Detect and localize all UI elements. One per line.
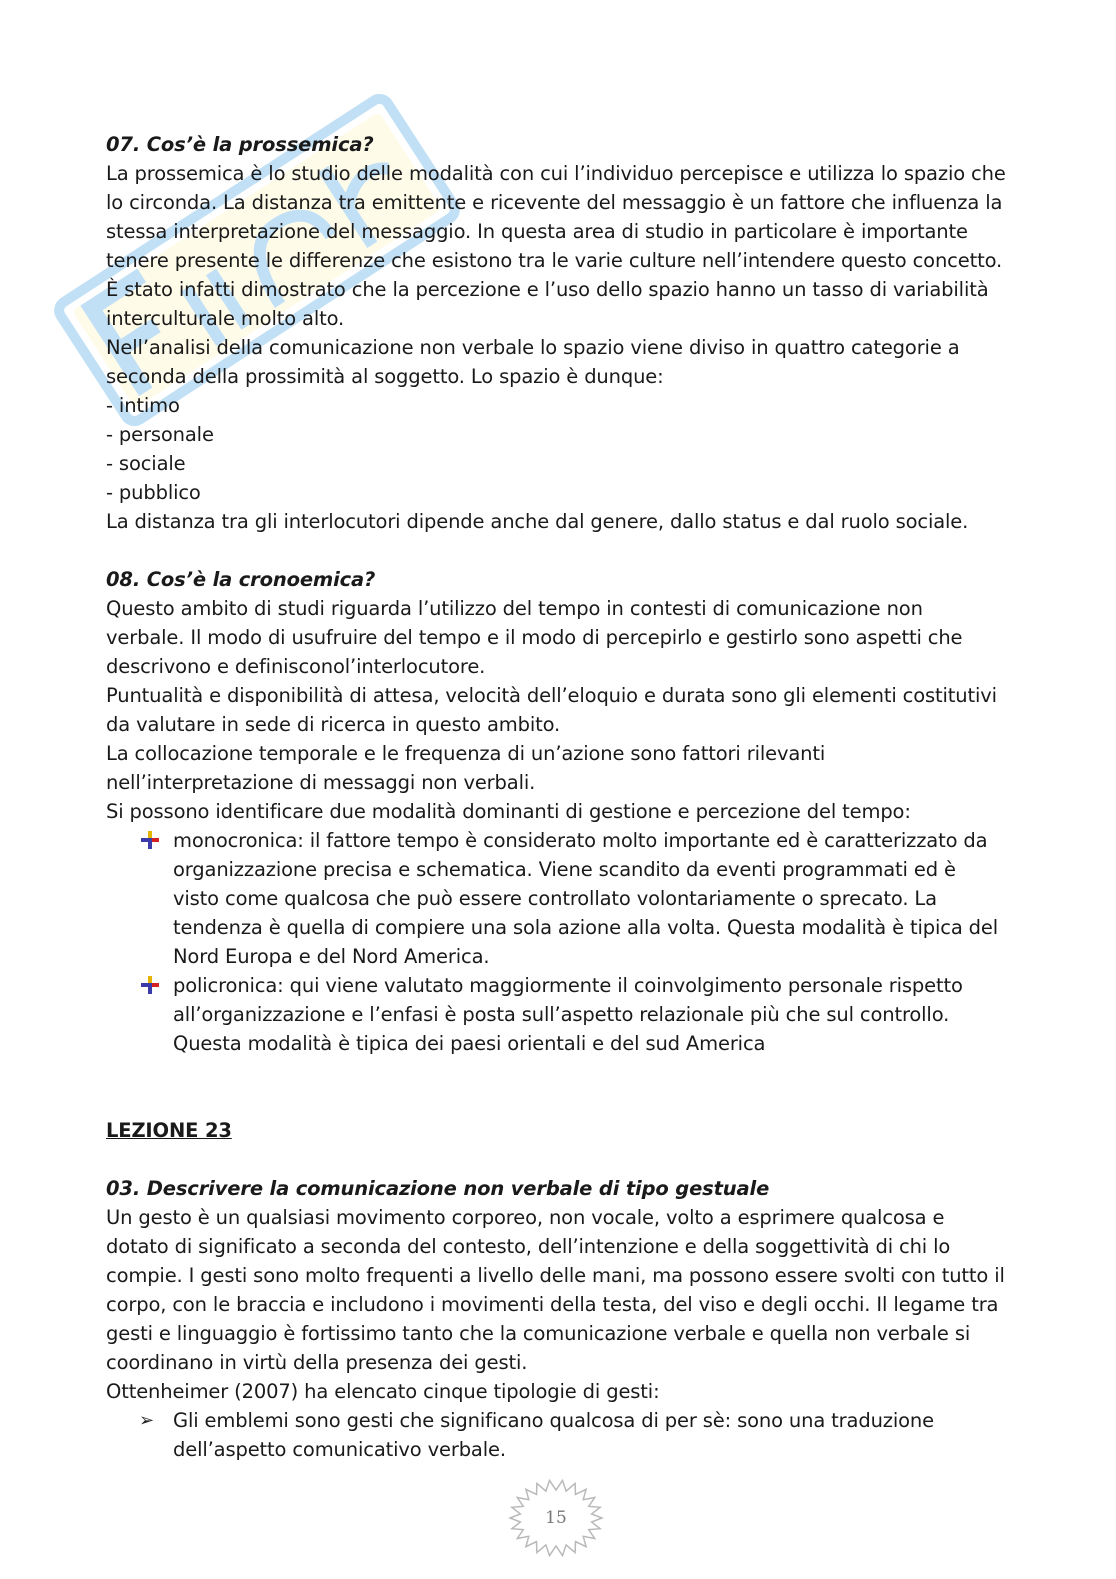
- bullet-text: policronica: qui viene valutato maggiormente il coinvolgimento personale rispetto all’organizzazione e l’enfasi è posta sull’aspetto relazionale più che sul controllo. Questa modalità è tipica dei paesi orientali e del sud America: [173, 974, 963, 1055]
- paragraph: La collocazione temporale e le frequenza di un’azione sono fattori rilevanti nell’interpretazione di messaggi non verbali.: [106, 742, 826, 794]
- paragraph: Nell’analisi della comunicazione non verbale lo spazio viene diviso in quattro categorie a seconda della prossimità al soggetto. Lo spazio è dunque:: [106, 336, 960, 388]
- lesson-heading: LEZIONE 23: [106, 1119, 232, 1142]
- paragraph: Ottenheimer (2007) ha elencato cinque tipologie di gesti:: [106, 1380, 660, 1403]
- bullet-list: [106, 826, 1006, 1058]
- section-title-cronoemica: 08. Cos’è la cronoemica?: [106, 568, 376, 591]
- list-item: [106, 826, 1006, 971]
- bullet-text: Gli emblemi sono gesti che significano qualcosa di per sè: sono una traduzione dell’aspetto comunicativo verbale.: [173, 1409, 934, 1461]
- list-item: - personale: [106, 423, 214, 446]
- list-item: - pubblico: [106, 481, 201, 504]
- page-number-badge: [508, 1478, 604, 1558]
- cross-bullet-icon: [139, 971, 161, 1000]
- arrow-list: [106, 1406, 1006, 1464]
- list-item: - sociale: [106, 452, 186, 475]
- list-item: [106, 971, 1006, 1058]
- list-item: [106, 1406, 1006, 1464]
- paragraph: La prossemica è lo studio delle modalità con cui l’individuo percepisce e utilizza lo spazio che lo circonda. La distanza tra emittente e ricevente del messaggio è un fattore che influenza la stessa interpretazione del messaggio. In questa area di studio in particolare è importante tenere presente le differenze che esistono tra le varie culture nell’intendere questo concetto. È stato infatti dimostrato che la percezione e l’uso dello spazio hanno un tasso di variabilità interculturale molto alto.: [106, 162, 1006, 330]
- section-title-prossemica: 07. Cos’è la prossemica?: [106, 133, 374, 156]
- arrow-bullet-icon: ➢: [139, 1410, 154, 1431]
- page-number: 15: [545, 1508, 567, 1528]
- list-item: - intimo: [106, 394, 180, 417]
- document-page: [106, 130, 1006, 1464]
- paragraph: Un gesto è un qualsiasi movimento corporeo, non vocale, volto a esprimere qualcosa e dotato di significato a seconda del contesto, dell’intenzione e della soggettività di chi lo compie. I gesti sono molto frequenti a livello delle mani, ma possono essere svolti con tutto il corpo, con le braccia e includono i movimenti della testa, del viso e degli occhi. Il legame tra gesti e linguaggio è fortissimo tanto che la comunicazione verbale e quella non verbale si coordinano in virtù della presenza dei gesti.: [106, 1206, 1005, 1374]
- paragraph: Puntualità e disponibilità di attesa, velocità dell’eloquio e durata sono gli elementi costitutivi da valutare in sede di ricerca in questo ambito.: [106, 684, 997, 736]
- cross-bullet-icon: [139, 826, 161, 855]
- paragraph: Si possono identificare due modalità dominanti di gestione e percezione del tempo:: [106, 800, 911, 823]
- paragraph: La distanza tra gli interlocutori dipende anche dal genere, dallo status e dal ruolo sociale.: [106, 510, 969, 533]
- paragraph: Questo ambito di studi riguarda l’utilizzo del tempo in contesti di comunicazione non verbale. Il modo di usufruire del tempo e il modo di percepirlo e gestirlo sono aspetti che descrivono e definisconol’interlocutore.: [106, 597, 963, 678]
- bullet-text: monocronica: il fattore tempo è considerato molto importante ed è caratterizzato da organizzazione precisa e schematica. Viene scandito da eventi programmati ed è visto come qualcosa che può essere controllato volontariamente o sprecato. La tendenza è quella di compiere una sola azione alla volta. Questa modalità è tipica del Nord Europa e del Nord America.: [173, 829, 999, 968]
- section-title-gestuale: 03. Descrivere la comunicazione non verbale di tipo gestuale: [106, 1177, 770, 1200]
